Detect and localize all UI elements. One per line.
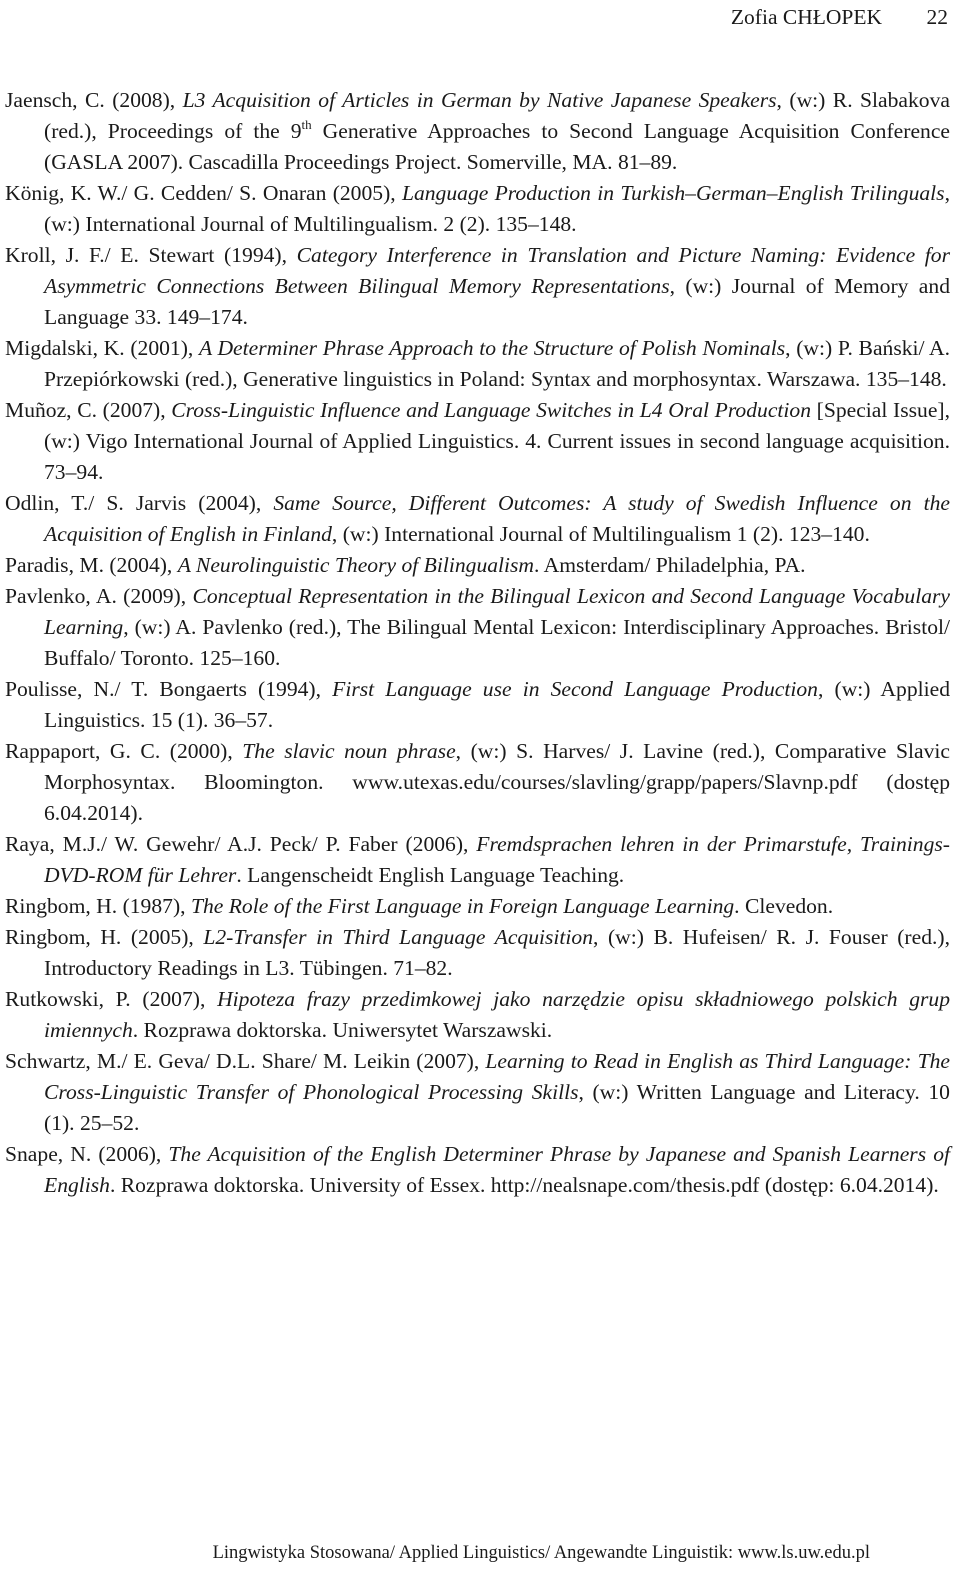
ref-superscript: th [301, 117, 312, 132]
reference-entry [5, 488, 950, 550]
ref-source: , (w:) B. Hufeisen/ R. J. Fouser (red.), Introductory Readings in L3. Tübingen. 71–82. [44, 925, 950, 980]
ref-source: , (w:) A. Pavlenko (red.), The Bilingual Mental Lexicon: Interdisciplinary Approaches. Bristol/ Buffalo/ Toronto. 125–160. [44, 615, 950, 670]
reference-entry [5, 550, 950, 581]
ref-title: Cross-Linguistic Influence and Language Switches in L4 Oral Production [171, 398, 811, 422]
ref-source: , (w:) International Journal of Multilingualism 1 (2). 123–140. [331, 522, 870, 546]
ref-lead: Paradis, M. (2004), [5, 553, 178, 577]
ref-lead: Kroll, J. F./ E. Stewart (1994), [5, 243, 297, 267]
reference-entry [5, 891, 950, 922]
ref-title: Category Interference in Translation and Picture Naming: Evidence for Asymmetric Connections Between Bilingual Memory Representations [44, 243, 950, 298]
ref-source-cont: Generative Approaches to Second Language Acquisition Conference (GASLA 2007). Cascadilla Proceedings Project. Somerville, MA. 81–89. [44, 119, 950, 174]
reference-entry [5, 333, 950, 395]
ref-lead: Poulisse, N./ T. Bongaerts (1994), [5, 677, 333, 701]
ref-title: Learning to Read in English as Third Language: The Cross-Linguistic Transfer of Phonological Processing Skills [44, 1049, 950, 1104]
ref-title: A Neurolinguistic Theory of Bilingualism [177, 553, 535, 577]
ref-source: , (w:) International Journal of Multilingualism. 2 (2). 135–148. [44, 181, 950, 236]
reference-entry [5, 1139, 950, 1201]
ref-source: . Rozprawa doktorska. Uniwersytet Warszawski. [132, 1018, 553, 1042]
ref-source: , (w:) P. Bański/ A. Przepiórkowski (red.), Generative linguistics in Poland: Syntax and morphosyntax. Warszawa. 135–148. [44, 336, 950, 391]
ref-lead: Rappaport, G. C. (2000), [5, 739, 243, 763]
ref-source: . Langenscheidt English Language Teaching. [236, 863, 625, 887]
ref-title: The slavic noun phrase [242, 739, 456, 763]
ref-title: Hipoteza frazy przedimkowej jako narzędzie opisu składniowego polskich grup imiennych [44, 987, 950, 1042]
ref-title: L3 Acquisition of Articles in German by Native Japanese Speakers [182, 88, 777, 112]
ref-source: , (w:) R. Slabakova (red.), Proceedings of the 9 [44, 88, 950, 143]
reference-entry [5, 984, 950, 1046]
ref-lead: König, K. W./ G. Cedden/ S. Onaran (2005), [5, 181, 402, 205]
ref-lead: Raya, M.J./ W. Gewehr/ A.J. Peck/ P. Faber (2006), [5, 832, 477, 856]
reference-entry [5, 85, 950, 178]
header-author: Zofia CHŁOPEK [730, 5, 882, 29]
ref-source: . Rozprawa doktorska. University of Essex. http://nealsnape.com/thesis.pdf (dostęp: 6.04.2014). [109, 1173, 939, 1197]
ref-lead: Jaensch, C. (2008), [5, 88, 183, 112]
reference-entry [5, 674, 950, 736]
ref-source: . Clevedon. [734, 894, 834, 918]
ref-source: [Special Issue], (w:) Vigo International Journal of Applied Linguistics. 4. Current issues in second language acquisition. 73–94. [44, 398, 950, 484]
ref-lead: Ringbom, H. (1987), [5, 894, 191, 918]
reference-entry [5, 736, 950, 829]
ref-title: The Role of the First Language in Foreign Language Learning [190, 894, 735, 918]
reference-entry [5, 178, 950, 240]
ref-lead: Pavlenko, A. (2009), [5, 584, 193, 608]
ref-title: Conceptual Representation in the Bilingual Lexicon and Second Language Vocabulary Learning [44, 584, 950, 639]
ref-title: The Acquisition of the English Determiner Phrase by Japanese and Spanish Learners of English [44, 1142, 950, 1197]
ref-lead: Muñoz, C. (2007), [5, 398, 172, 422]
ref-lead: Odlin, T./ S. Jarvis (2004), [5, 491, 274, 515]
ref-source: . Amsterdam/ Philadelphia, PA. [534, 553, 806, 577]
running-header [0, 2, 960, 32]
reference-entry [5, 922, 950, 984]
ref-title: Language Production in Turkish–German–English Trilinguals [401, 181, 945, 205]
ref-lead: Snape, N. (2006), [5, 1142, 169, 1166]
ref-title: Same Source, Different Outcomes: A study of Swedish Influence on the Acquisition of English in Finland [44, 491, 950, 546]
reference-entry [5, 1046, 950, 1139]
ref-source: , (w:) Applied Linguistics. 15 (1). 36–57. [44, 677, 950, 732]
reference-entry [5, 395, 950, 488]
page-number: 22 [926, 5, 948, 29]
ref-title: L2-Transfer in Third Language Acquisition [203, 925, 594, 949]
ref-title: Fremdsprachen lehren in der Primarstufe, Trainings-DVD-ROM für Lehrer [44, 832, 950, 887]
reference-entry [5, 581, 950, 674]
reference-list [5, 85, 950, 1201]
ref-source: , (w:) Journal of Memory and Language 33. 149–174. [44, 274, 950, 329]
ref-source: , (w:) Written Language and Literacy. 10 (1). 25–52. [44, 1080, 950, 1135]
ref-title: A Determiner Phrase Approach to the Structure of Polish Nominals [198, 336, 786, 360]
reference-entry [5, 240, 950, 333]
ref-title: First Language use in Second Language Production [332, 677, 818, 701]
ref-lead: Rutkowski, P. (2007), [5, 987, 218, 1011]
ref-lead: Migdalski, K. (2001), [5, 336, 199, 360]
reference-entry [5, 829, 950, 891]
ref-lead: Ringbom, H. (2005), [5, 925, 204, 949]
ref-source: , (w:) S. Harves/ J. Lavine (red.), Comparative Slavic Morphosyntax. Bloomington. www.utexas.edu/courses/slavling/grapp/papers/Slavnp.pdf (dostęp 6.04.2014). [44, 739, 950, 825]
footer-journal-line: Lingwistyka Stosowana/ Applied Linguistics/ Angewandte Linguistik: www.ls.uw.edu.pl [212, 1543, 870, 1563]
ref-lead: Schwartz, M./ E. Geva/ D.L. Share/ M. Leikin (2007), [5, 1049, 486, 1073]
